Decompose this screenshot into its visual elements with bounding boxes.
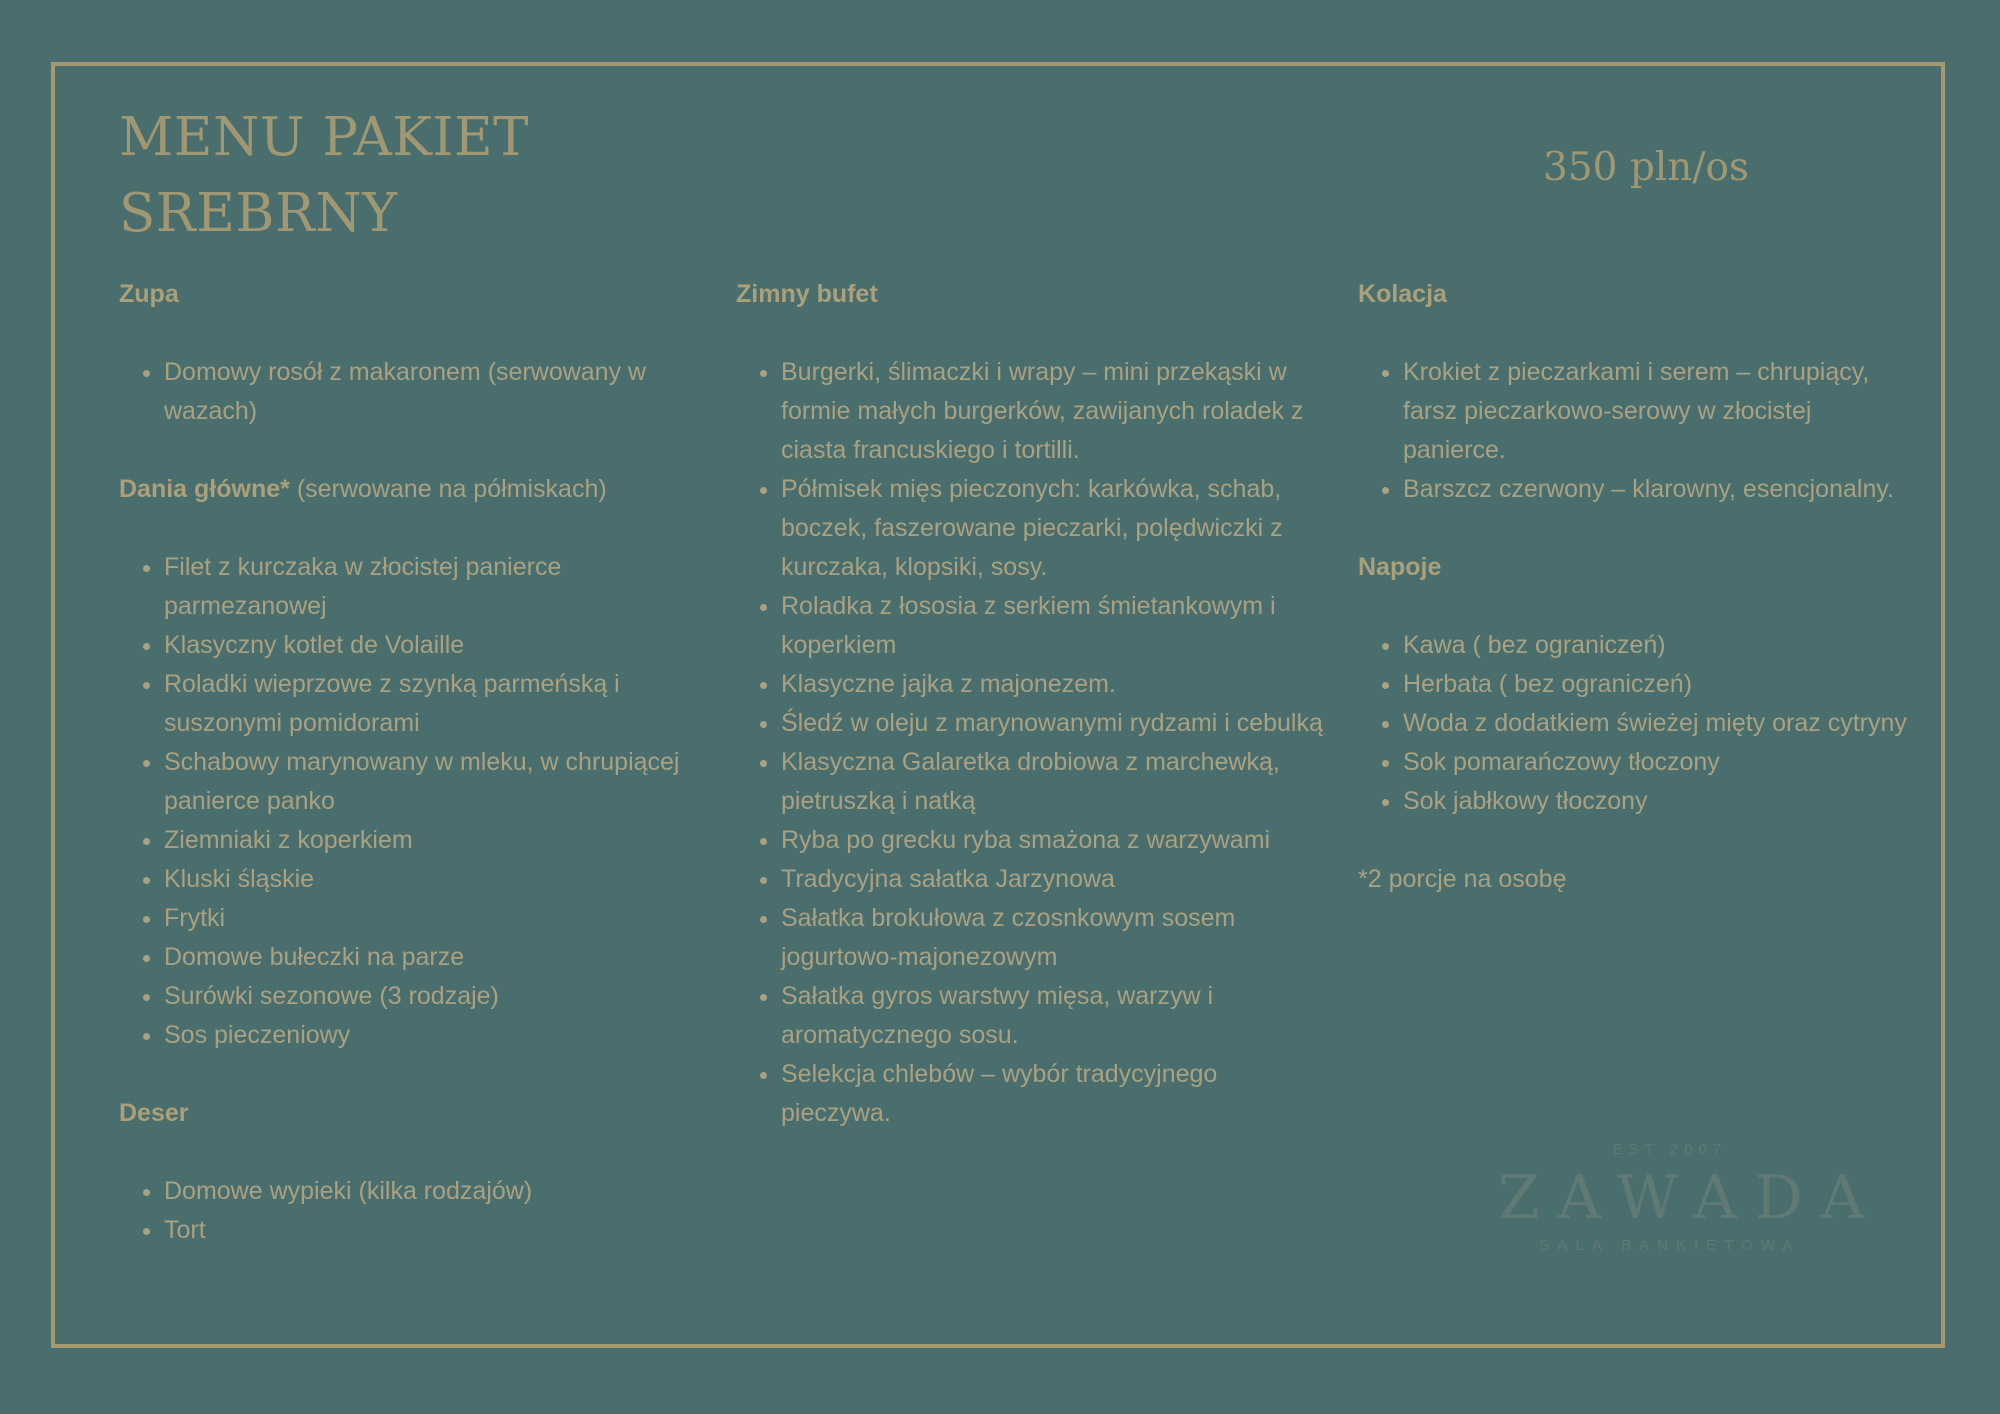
footnote: *2 porcje na osobę (1358, 865, 1567, 893)
list-item: • Domowe bułeczki na parze (164, 938, 699, 977)
list-item: • Ryba po grecku ryba smażona z warzywami (781, 821, 1326, 860)
list-item: • Domowy rosół z makaronem (serwowany w wazach) (164, 353, 699, 431)
section-heading-dania (119, 470, 699, 509)
page-title (119, 100, 529, 252)
section-heading-deser: Deser (119, 1099, 189, 1127)
list-item: • Roladki wieprzowe z szynką parmeńską i suszonymi pomidorami (164, 665, 699, 743)
list-item: • Surówki sezonowe (3 rodzaje) (164, 977, 699, 1016)
menu-column-right (1358, 275, 1918, 899)
section-heading-kolacja: Kolacja (1358, 280, 1447, 308)
list-item: • Burgerki, ślimaczki i wrapy – mini przekąski w formie małych burgerków, zawijanych roladek z ciasta francuskiego i tortilli. (781, 353, 1326, 470)
list-item: • Klasyczna Galaretka drobiowa z marchewką, pietruszką i natką (781, 743, 1326, 821)
list-item: • Domowe wypieki (kilka rodzajów) (164, 1172, 699, 1211)
title-line-2: SREBRNY (119, 183, 398, 244)
list-item: • Kawa ( bez ograniczeń) (1403, 626, 1918, 665)
list-item: • Barszcz czerwony – klarowny, esencjonalny. (1403, 470, 1918, 509)
menu-column-middle (736, 275, 1326, 1172)
list-item: • Tradycyjna sałatka Jarzynowa (781, 860, 1326, 899)
list-item: • Krokiet z pieczarkami i serem – chrupiący, farsz pieczarkowo-serowy w złocistej panierce. (1403, 353, 1918, 470)
list-item: • Sos pieczeniowy (164, 1016, 699, 1055)
list-item: • Ziemniaki z koperkiem (164, 821, 699, 860)
section-heading-napoje: Napoje (1358, 553, 1442, 581)
list-item: • Śledź w oleju z marynowanymi rydzami i cebulką (781, 704, 1326, 743)
list-napoje (1358, 626, 1918, 821)
title-line-1: MENU PAKIET (119, 107, 529, 168)
dania-heading-note: (serwowane na półmiskach) (289, 475, 607, 503)
dania-heading-text: Dania główne* (119, 475, 290, 503)
list-item: • Półmisek mięs pieczonych: karkówka, schab, boczek, faszerowane pieczarki, polędwiczki z kurczaka, klopsiki, sosy. (781, 470, 1326, 587)
list-item: • Herbata ( bez ograniczeń) (1403, 665, 1918, 704)
list-item: • Roladka z łososia z serkiem śmietankowym i koperkiem (781, 587, 1326, 665)
list-item: • Sok jabłkowy tłoczony (1403, 782, 1918, 821)
section-heading-bufet: Zimny bufet (736, 280, 878, 308)
list-item: • Selekcja chlebów – wybór tradycyjnego pieczywa. (781, 1055, 1326, 1133)
zawada-logo (1480, 1140, 1883, 1256)
list-item: • Sok pomarańczowy tłoczony (1403, 743, 1918, 782)
logo-est: EST 2007 (1612, 1141, 1728, 1158)
logo-subtitle: SALA BANKIETOWA (1539, 1237, 1801, 1254)
list-zupa (119, 353, 699, 431)
list-kolacja (1358, 353, 1918, 509)
section-heading-zupa: Zupa (119, 280, 179, 308)
list-item: • Woda z dodatkiem świeżej mięty oraz cytryny (1403, 704, 1918, 743)
list-item: • Klasyczne jajka z majonezem. (781, 665, 1326, 704)
menu-column-left (119, 275, 699, 1289)
logo-brand: ZAWADA (1498, 1163, 1883, 1233)
list-item: • Filet z kurczaka w złocistej panierce parmezanowej (164, 548, 699, 626)
list-item: • Sałatka gyros warstwy mięsa, warzyw i aromatycznego sosu. (781, 977, 1326, 1055)
list-item: • Frytki (164, 899, 699, 938)
price-per-person: 350 pln/os (1543, 145, 1750, 190)
list-item: • Sałatka brokułowa z czosnkowym sosem jogurtowo-majonezowym (781, 899, 1326, 977)
list-item: • Klasyczny kotlet de Volaille (164, 626, 699, 665)
list-deser (119, 1172, 699, 1250)
list-item: • Kluski śląskie (164, 860, 699, 899)
list-bufet (736, 353, 1326, 1133)
list-dania (119, 548, 699, 1055)
list-item: • Schabowy marynowany w mleku, w chrupiącej panierce panko (164, 743, 699, 821)
list-item: • Tort (164, 1211, 699, 1250)
